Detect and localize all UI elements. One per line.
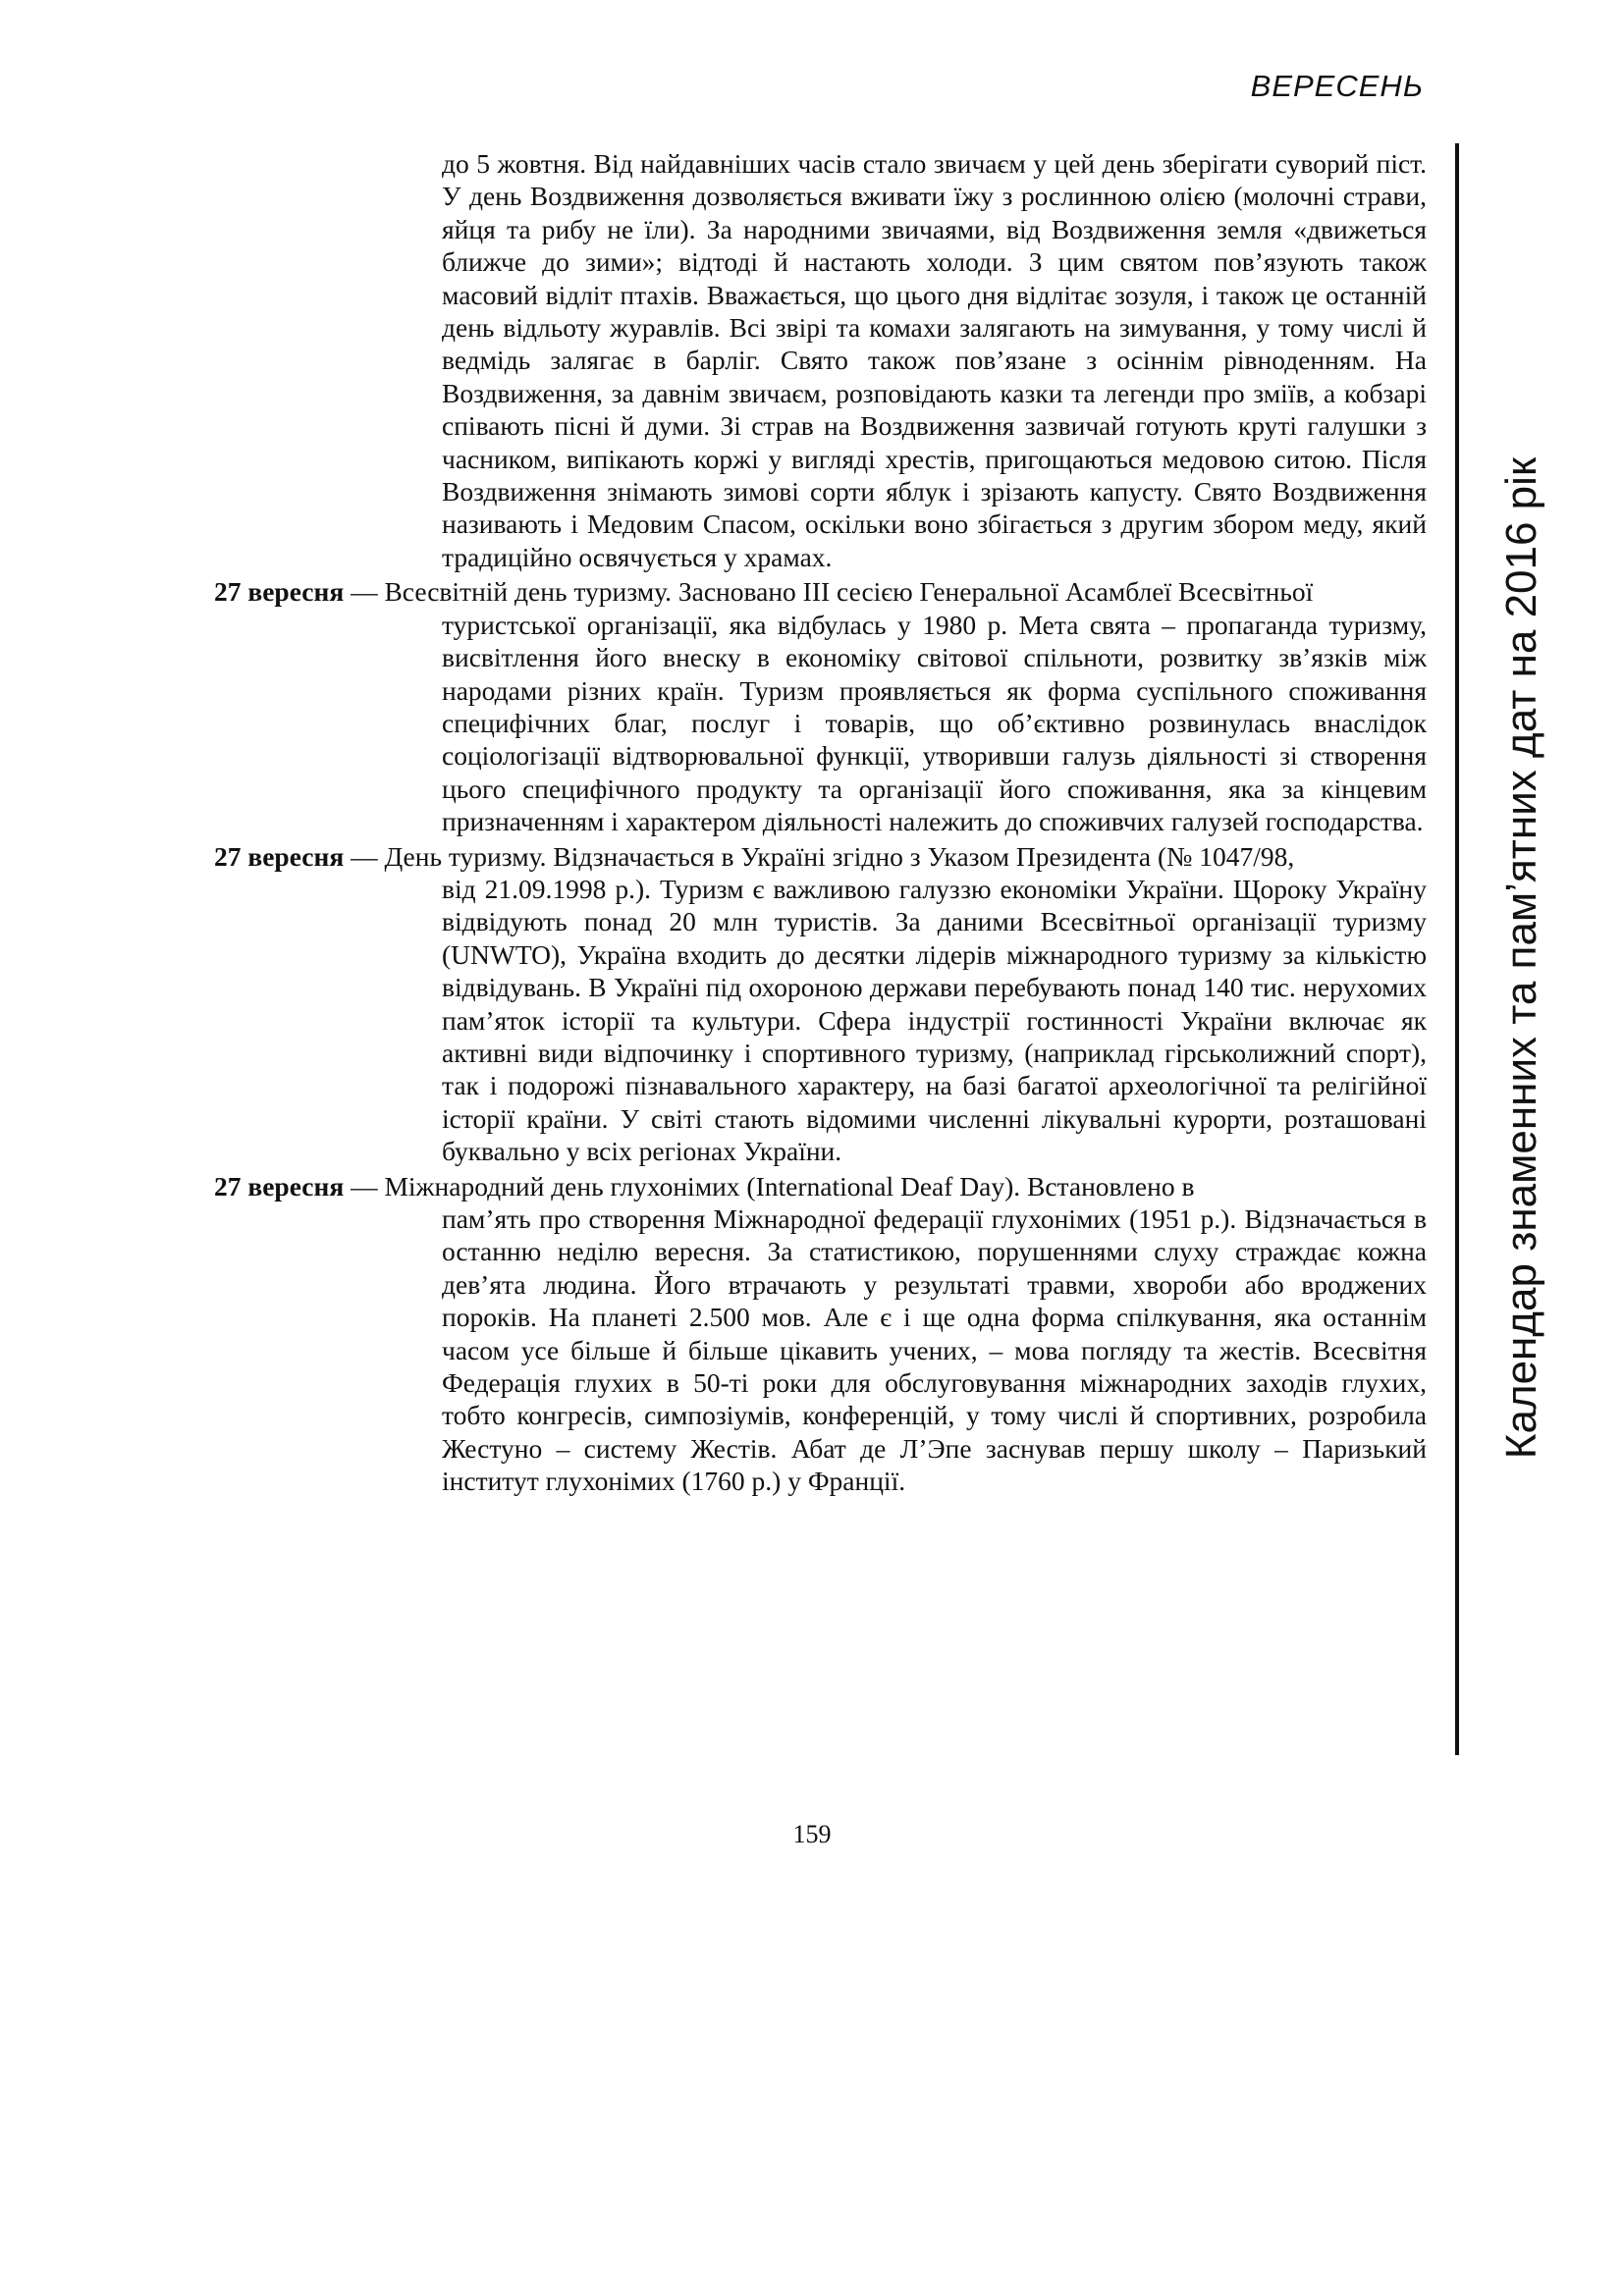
- entry-date: 27 вересня: [214, 840, 345, 872]
- entry-date: 27 вересня: [214, 1170, 345, 1201]
- entry-first-line: [214, 1170, 1427, 1202]
- intro-paragraph: до 5 жовтня. Від найдавніших часів стало звичаєм у цей день зберігати суворий піст. У день Воздвиження дозволяється вживати їжу з рослинною олією (молочні страви, яйця та рибу не їли). За народними звичаями, від Воздвиження земля «движеться ближче до зими»; відтоді й настають холоди. З цим святом пов’язують також масовий відліт птахів. Вважається, що цього дня відлітає зозуля, і також це останній день відльоту журавлів. Всі звірі та комахи залягають на зимування, у тому числі й ведмідь залягає в барліг. Свято також пов’язане з осіннім рівноденням. На Воздвиження, за давнім звичаєм, розповідають казки та легенди про зміїв, а кобзарі співають пісні й думи. Зі страв на Воздвиження зазвичай готують круті галушки з часником, випікають коржі у вигляді хрестів, пригощаються медовою ситою. Після Воздвиження знімають зимові сорти яблук і зрізають капусту. Свято Воздвиження називають і Медовим Спасом, оскільки воно збігається з другим збором меду, який традиційно освячується у храмах.: [442, 148, 1427, 572]
- entry-first-text: День туризму. Відзначається в Україні згідно з Указом Президента (№ 1047/98,: [384, 840, 1295, 872]
- entry-first-text: Всесвітній день туризму. Засновано ІІІ сесією Генеральної Асамблеї Всесвітньої: [384, 576, 1314, 608]
- entry-dash: —: [344, 1170, 385, 1201]
- entry-first-line: [214, 840, 1427, 873]
- entry-first-text: Міжнародний день глухонімих (International Deaf Day). Встановлено в: [384, 1170, 1195, 1201]
- side-rule: [1455, 143, 1459, 1755]
- page-number: 159: [792, 1820, 832, 1848]
- entry-first-line: [214, 575, 1427, 608]
- entry-dash: —: [344, 576, 385, 608]
- entry-world-tourism-day: [214, 575, 1427, 837]
- entry-tourism-day-ukraine: [214, 840, 1427, 1168]
- entry-body: пам’ять про створення Міжнародної федерації глухонімих (1951 р.). Відзначається в останню неділю вересня. За статистикою, порушеннями слуху страждає кожна дев’ята людина. Його втрачають у результаті травми, хвороби або вроджених пороків. На планеті 2.500 мов. Але є і ще одна форма спілкування, яка останнім часом усе більше й більше цікавить учених, – мова погляду та жестів. Всесвітня Федерація глухих в 50-ті роки для обслуговування міжнародних заходів глухих, тобто конгресів, симпозіумів, конференцій, у тому числі й спортивних, розробила Жестуно – систему Жестів. Абат де Л’Эпе заснував першу школу – Паризький інститут глухонімих (1760 р.) у Франції.: [442, 1203, 1427, 1497]
- entry-body: від 21.09.1998 р.). Туризм є важливою галуззю економіки України. Щороку Україну відвідують понад 20 млн туристів. За даними Всесвітньої організації туризму (UNWTO), Україна входить до десятки лідерів міжнародного туризму за кількістю відвідувань. В Україні під охороною держави перебувають понад 140 тис. нерухомих пам’яток історії та культури. Сфера індустрії гостинності України включає як активні види відпочинку і спортивного туризму, (наприклад гірськолижний спорт), так і подорожі пізнавального характеру, на базі багатої археологічної та релігійної історії країни. У світі стають відомими численні лікувальні курорти, розташовані буквально у всіх регіонах України.: [442, 873, 1427, 1167]
- entry-dash: —: [344, 840, 385, 872]
- entry-deaf-day: [214, 1170, 1427, 1498]
- main-content: [214, 147, 1427, 1500]
- entry-date: 27 вересня: [214, 576, 345, 608]
- side-title: Календар знаменних та пам’ятних дат на 2016 рік: [1497, 456, 1545, 1460]
- running-header: ВЕРЕСЕНЬ: [1250, 69, 1424, 103]
- entry-body: туристської організації, яка відбулась у 1980 р. Мета свята – пропаганда туризму, висвітлення його внеску в економіку світової спільноти, розвитку зв’язків між народами різних країн. Туризм проявляється як форма суспільного споживання специфічних благ, послуг і товарів, що об’єктивно розвинулась внаслідок соціологізації відтворювальної функції, утворивши галузь діяльності зі створення цього специфічного продукту та організації його споживання, яка за кінцевим призначенням і характером діяльності належить до споживчих галузей господарства.: [442, 609, 1427, 837]
